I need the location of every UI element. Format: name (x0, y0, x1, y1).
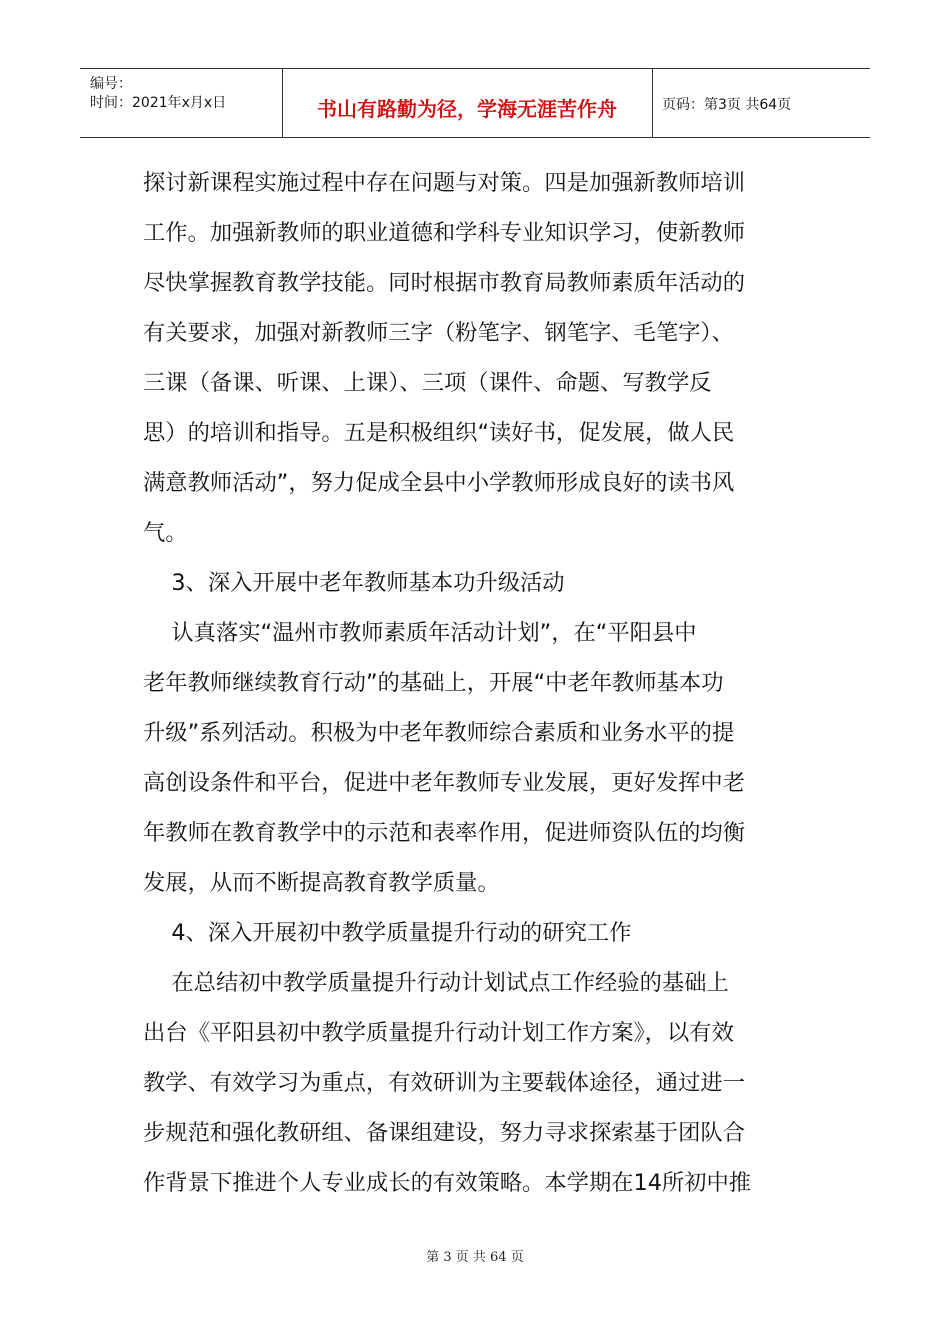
body-text-line: 出台《平阳县初中教学质量提升行动计划工作方案》，以有效 (143, 1020, 734, 1046)
body-text-line: 思）的培训和指导。五是积极组织“读好书，促发展，做人民 (143, 420, 735, 446)
page-footer: 第 3 页 共 64 页 (426, 1250, 524, 1265)
header-meta-cell (80, 69, 283, 137)
body-text-line: 有关要求，加强对新教师三字（粉笔字、钢笔字、毛笔字）、 (143, 320, 734, 346)
body-text-line: 步规范和强化教研组、备课组建设，努力寻求探索基于团队合 (143, 1120, 746, 1146)
body-text-line: 4、深入开展初中教学质量提升行动的研究工作 (143, 920, 632, 946)
body-text-line: 工作。加强新教师的职业道德和学科专业知识学习，使新教师 (143, 220, 746, 246)
body-text-line: 升级”系列活动。积极为中老年教师综合素质和业务水平的提 (143, 720, 735, 746)
body-text-line: 三课（备课、听课、上课）、三项（课件、命题、写教学反 (143, 370, 712, 396)
body-text-line: 作背景下推进个人专业成长的有效策略。本学期在14所初中推 (143, 1170, 752, 1196)
body-text-line: 教学、有效学习为重点，有效研训为主要载体途径，通过进一 (143, 1070, 746, 1096)
body-text-line: 3、深入开展中老年教师基本功升级活动 (143, 570, 565, 596)
document-number-label: 编号： (90, 76, 132, 92)
body-text-line: 发展，从而不断提高教育教学质量。 (143, 870, 500, 896)
header-page-cell (652, 69, 870, 137)
header-motto-cell (282, 69, 653, 137)
document-body (143, 158, 813, 1208)
header-page-info: 页码：第3页 共64页 (662, 97, 792, 113)
body-text-line: 老年教师继续教育行动”的基础上，开展“中老年教师基本功 (143, 670, 724, 696)
body-text-line: 认真落实“温州市教师素质年活动计划”，在“平阳县中 (143, 620, 697, 646)
body-text-line: 气。 (143, 520, 188, 546)
body-text-line: 年教师在教育教学中的示范和表率作用，促进师资队伍的均衡 (143, 820, 746, 846)
document-time-label: 时间：2021年x月x日 (90, 95, 227, 111)
header-motto: 书山有路勤为径，学海无涯苦作舟 (317, 97, 617, 121)
page-header (80, 68, 870, 138)
body-text-line: 尽快掌握教育教学技能。同时根据市教育局教师素质年活动的 (143, 270, 746, 296)
body-text-line: 高创设条件和平台，促进中老年教师专业发展，更好发挥中老 (143, 770, 746, 796)
body-text-line: 满意教师活动”，努力促成全县中小学教师形成良好的读书风 (143, 470, 735, 496)
body-text-line: 探讨新课程实施过程中存在问题与对策。四是加强新教师培训 (143, 170, 746, 196)
body-text-line: 在总结初中教学质量提升行动计划试点工作经验的基础上 (143, 970, 729, 996)
